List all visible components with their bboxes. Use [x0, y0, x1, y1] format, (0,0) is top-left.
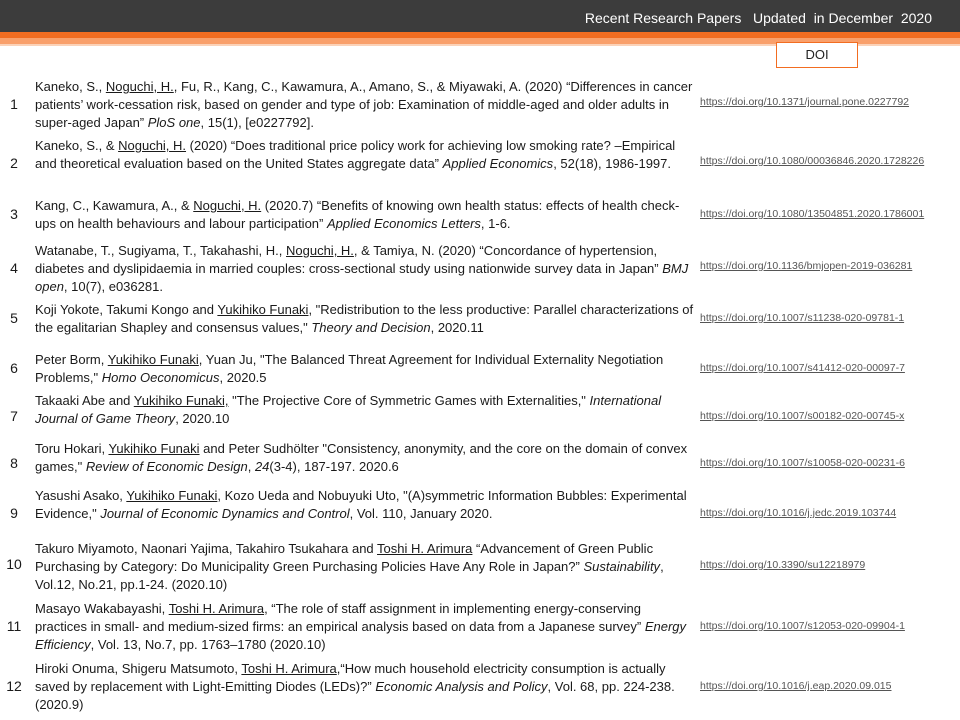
author-highlight: Noguchi, H. — [193, 198, 262, 213]
author-highlight: Yukihiko Funaki — [217, 302, 309, 317]
author-highlight: Noguchi, H. — [118, 138, 187, 153]
paper-citation: Peter Borm, Yukihiko Funaki, Yuan Ju, "The Balanced Threat Agreement for Individual Externality Negotiation Problems," Homo Oeconomicus, 2020.5 — [35, 352, 664, 385]
doi-link[interactable]: https://doi.org/10.1007/s00182-020-00745-x — [700, 410, 905, 422]
paper-number: 7 — [10, 408, 18, 424]
doi-link[interactable]: https://doi.org/10.3390/su12218979 — [700, 559, 866, 571]
paper-citation: Koji Yokote, Takumi Kongo and Yukihiko Funaki, "Redistribution to the less productive: Parallel characterizations of the egalitarian Shapley and consensus values," Theory and Decision, 2020.11 — [35, 302, 694, 335]
author-highlight: Noguchi, H. — [105, 79, 174, 94]
paper-number: 11 — [6, 618, 22, 634]
header-bar — [0, 0, 960, 32]
paper-number: 10 — [6, 556, 22, 572]
author-highlight: Toshi H. Arimura — [377, 541, 473, 556]
journal-name: PloS one — [147, 115, 201, 130]
paper-citation: Takuro Miyamoto, Naonari Yajima, Takahiro Tsukahara and Toshi H. Arimura “Advancement of Green Public Purchasing by Category: Do Municipality Green Purchasing Policies Have Any Role in Japan?” Sustainability, Vol.12, No.21, pp.1-24. (2020.10) — [35, 541, 664, 592]
doi-link[interactable]: https://doi.org/10.1007/s10058-020-00231-6 — [700, 457, 905, 469]
paper-citation: Yasushi Asako, Yukihiko Funaki, Kozo Ueda and Nobuyuki Uto, "(A)symmetric Information Bubbles: Experimental Evidence," Journal of Economic Dynamics and Control, Vol. 110, January 2020. — [35, 488, 687, 521]
doi-link[interactable]: https://doi.org/10.1007/s41412-020-00097-7 — [700, 362, 905, 374]
doi-link[interactable]: https://doi.org/10.1080/00036846.2020.1728226 — [700, 155, 925, 167]
paper-citation: Watanabe, T., Sugiyama, T., Takahashi, H., Noguchi, H., & Tamiya, N. (2020) “Concordance of hypertension, diabetes and dyslipidaemia in married couples: cross-sectional study using nationwide survey data in Japan” BMJ open, 10(7), e036281. — [35, 243, 689, 294]
paper-citation: Kang, C., Kawamura, A., & Noguchi, H. (2020.7) “Benefits of knowing own health status: effects of health check-ups on health behaviours and labour participation” Applied Economics Letters, 1-6. — [35, 198, 680, 231]
paper-number: 3 — [10, 206, 18, 222]
journal-name: Energy Efficiency — [35, 619, 687, 652]
doi-link[interactable]: https://doi.org/10.1080/13504851.2020.1786001 — [700, 208, 925, 220]
journal-name: Theory and Decision — [311, 320, 431, 335]
journal-name: International Journal of Game Theory — [35, 393, 662, 426]
doi-column-header: DOI — [776, 42, 858, 68]
paper-citation: Kaneko, S., Noguchi, H., Fu, R., Kang, C., Kawamura, A., Amano, S., & Miyawaki, A. (2020) “Differences in cancer patients’ work-cessation risk, based on gender and type of job: Examination of middle-aged and older adults in super-aged Japan” PloS one, 15(1), [e0227792]. — [35, 79, 693, 130]
author-highlight: Toshi H. Arimura — [241, 661, 337, 676]
journal-name: Review of Economic Design — [85, 459, 248, 474]
paper-number: 5 — [10, 310, 18, 326]
doi-link[interactable]: https://doi.org/10.1007/s12053-020-09904-1 — [700, 620, 905, 632]
doi-link[interactable]: https://doi.org/10.1016/j.jedc.2019.103744 — [700, 507, 897, 519]
author-highlight: Yukihiko Funaki — [107, 352, 199, 367]
paper-number: 6 — [10, 360, 18, 376]
paper-citation: Toru Hokari, Yukihiko Funaki and Peter Sudhölter "Consistency, anonymity, and the core on the domain of convex games," Review of Economic Design, 24(3-4), 187-197. 2020.6 — [35, 441, 688, 474]
doi-link[interactable]: https://doi.org/10.1016/j.eap.2020.09.015 — [700, 680, 892, 692]
paper-number: 2 — [10, 155, 18, 171]
paper-citation: Hiroki Onuma, Shigeru Matsumoto, Toshi H. Arimura,“How much household electricity consumption is actually saved by replacement with Light-Emitting Diodes (LEDs)?” Economic Analysis and Policy, Vol. 68, pp. 224-238. (2020.9) — [35, 661, 675, 712]
journal-name: Applied Economics — [442, 156, 554, 171]
author-highlight: Toshi H. Arimura — [168, 601, 265, 616]
author-highlight: Noguchi, H. — [286, 243, 354, 258]
doi-link[interactable]: https://doi.org/10.1007/s11238-020-09781-1 — [700, 312, 905, 324]
journal-name: Sustainability — [583, 559, 661, 574]
paper-citation: Kaneko, S., & Noguchi, H. (2020) “Does traditional price policy work for achieving low smoking rate? –Empirical and theoretical evaluation based on the United States aggregate data” Applied Economics, 52(18), 1986-1997. — [35, 138, 676, 171]
journal-name: BMJ open — [35, 261, 689, 294]
paper-number: 8 — [10, 455, 18, 471]
paper-number: 1 — [10, 96, 18, 112]
paper-number: 9 — [10, 505, 18, 521]
author-highlight: Yukihiko Funaki, — [133, 393, 229, 408]
doi-link[interactable]: https://doi.org/10.1136/bmjopen-2019-036281 — [700, 260, 913, 272]
journal-name: Homo Oeconomicus — [101, 370, 220, 385]
journal-name: Journal of Economic Dynamics and Control — [100, 506, 350, 521]
journal-name: Economic Analysis and Policy — [375, 679, 548, 694]
doi-link[interactable]: https://doi.org/10.1371/journal.pone.0227792 — [700, 96, 910, 108]
author-highlight: Yukihiko Funaki — [126, 488, 218, 503]
paper-citation: Takaaki Abe and Yukihiko Funaki, "The Projective Core of Symmetric Games with Externalities," International Journal of Game Theory, 2020.10 — [35, 393, 662, 426]
journal-name: Applied Economics Letters — [326, 216, 481, 231]
page-title: Recent Research Papers Updated in December 2020 — [584, 10, 932, 26]
paper-citation: Masayo Wakabayashi, Toshi H. Arimura, “The role of staff assignment in implementing energy-conserving practices in small- and medium-sized firms: an empirical analysis based on data from a Japanese survey” Energy Efficiency, Vol. 13, No.7, pp. 1763–1780 (2020.10) — [35, 601, 687, 652]
author-highlight: Yukihiko Funaki — [108, 441, 200, 456]
paper-number: 12 — [6, 678, 22, 694]
paper-number: 4 — [10, 260, 18, 276]
